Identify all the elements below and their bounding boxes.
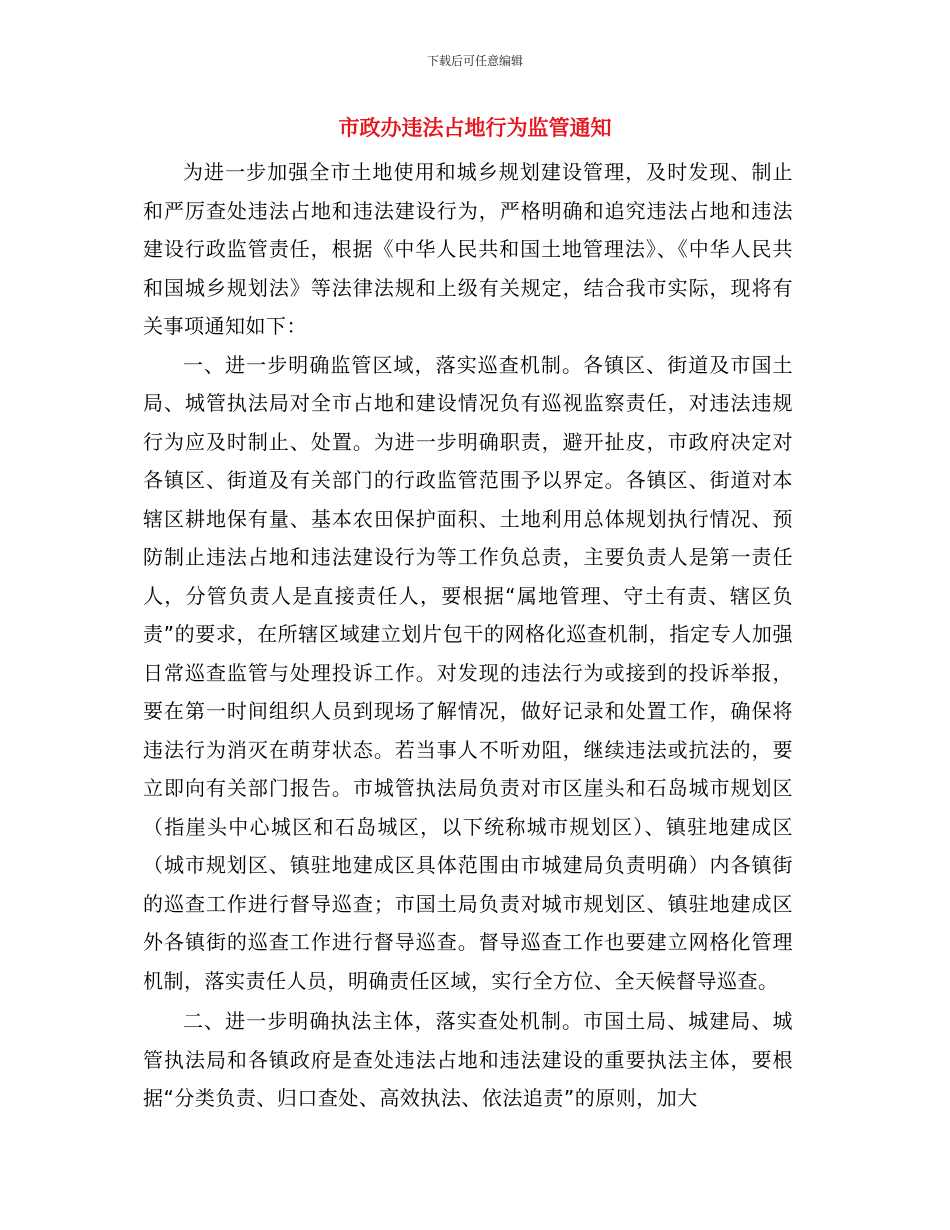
paragraph-section-2: 二、进一步明确执法主体，落实查处机制。市国土局、城建局、城管执法局和各镇政府是查处违法占地和违法建设的重要执法主体，要根据“分类负责、归口查处、高效执法、依法追责”的原则，加大 <box>143 1009 793 1110</box>
document-body <box>143 153 793 1118</box>
paragraph-intro: 为进一步加强全市土地使用和城乡规划建设管理，及时发现、制止和严厉查处违法占地和违法建设行为，严格明确和追究违法占地和违法建设行政监管责任，根据《中华人民共和国土地管理法》、《中华人民共和国城乡规划法》等法律法规和上级有关规定，结合我市实际，现将有关事项通知如下： <box>143 160 793 338</box>
document-title: 市政办违法占地行为监管通知 <box>338 116 612 140</box>
paragraph-section-1: 一、进一步明确监管区域，落实巡查机制。各镇区、街道及市国土局、城管执法局对全市占地和建设情况负有巡视监察责任，对违法违规行为应及时制止、处置。为进一步明确职责，避开扯皮，市政府决定对各镇区、街道及有关部门的行政监管范围予以界定。各镇区、街道对本辖区耕地保有量、基本农田保护面积、土地利用总体规划执行情况、预防制止违法占地和违法建设行为等工作负总责，主要负责人是第一责任人，分管负责人是直接责任人，要根据“属地管理、守土有责、辖区负责”的要求，在所辖区域建立划片包干的网格化巡查机制，指定专人加强日常巡查监管与处理投诉工作。对发现的违法行为或接到的投诉举报，要在第一时间组织人员到现场了解情况，做好记录和处置工作，确保将违法行为消灭在萌芽状态。若当事人不听劝阻，继续违法或抗法的，要立即向有关部门报告。市城管执法局负责对市区崖头和石岛城市规划区（指崖头中心城区和石岛城区，以下统称城市规划区）、镇驻地建成区（城市规划区、镇驻地建成区具体范围由市城建局负责明确）内各镇街的巡查工作进行督导巡查；市国土局负责对城市规划区、镇驻地建成区外各镇街的巡查工作进行督导巡查。督导巡查工作也要建立网格化管理机制，落实责任人员，明确责任区域，实行全方位、全天候督导巡查。 <box>143 352 793 993</box>
header-note: 下载后可任意编辑 <box>426 54 523 68</box>
